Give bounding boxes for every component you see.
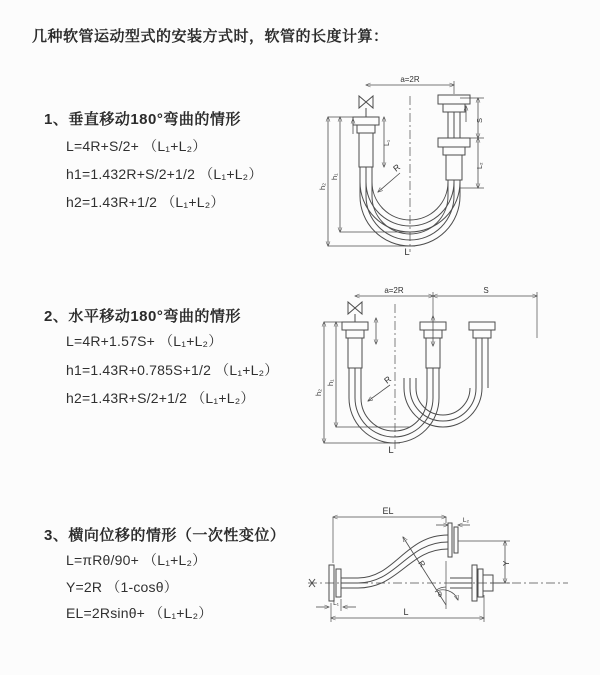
dim-label-l2: L₂ (477, 162, 484, 169)
section-3-formula-L: L=πRθ/90+ （L₁+L₂） (66, 552, 207, 568)
section-1-formula-h1: h1=1.432R+S/2+1/2 （L₁+L₂） (66, 166, 263, 182)
dim-label-y: Y (502, 560, 511, 566)
radius-leader (378, 173, 400, 192)
length-label: L (388, 445, 394, 456)
radius-label: R (416, 558, 428, 569)
diagram-vertical-180-bend (310, 70, 600, 260)
section-2-number: 2、 (44, 308, 69, 325)
right-flange (469, 322, 495, 338)
right-braid-section (446, 155, 462, 180)
dim-label-h1: h₁ (326, 379, 335, 386)
hose-u-bend-original (349, 398, 439, 443)
section-1-heading (44, 108, 241, 129)
middle-hose-leg (427, 368, 439, 398)
section-2-formula-h1: h1=1.43R+0.785S+1/2 （L₁+L₂） (66, 362, 279, 378)
valve-icon (359, 96, 373, 117)
section-3-title: 横向位移的情形（一次性变位） (68, 527, 286, 544)
section-2-formula-L: L=4R+1.57S+ （L₁+L₂） (66, 333, 223, 349)
radius-leader (368, 385, 390, 401)
section-3-formula-EL: EL=2Rsinθ+ （L₁+L₂） (66, 605, 213, 621)
page-title: 几种软管运动型式的安装方式时，软管的长度计算： (32, 28, 389, 45)
diagram-lateral-displacement (300, 503, 600, 638)
section-2-heading (44, 305, 241, 326)
dim-label-s: S (483, 286, 489, 295)
left-flange (342, 322, 368, 338)
section-3-heading (44, 524, 285, 545)
section-2-formula-h2: h2=1.43R+S/2+1/2 （L₁+L₂） (66, 390, 255, 406)
section-3-formula-Y: Y=2R （1-cosθ） (66, 579, 178, 595)
section-3-number: 3、 (44, 527, 69, 544)
left-pipe (341, 578, 358, 588)
dim-label-l1: L₁ (333, 600, 339, 607)
dim-label-h2: h₂ (314, 388, 323, 396)
section-1-formula-h2: h2=1.43R+1/2 （L₁+L₂） (66, 194, 225, 210)
dim-label-l2: L₂ (462, 517, 470, 524)
left-braid-section (359, 133, 373, 167)
angle-label: θ (438, 592, 442, 599)
left-hose-leg (360, 167, 372, 196)
dim-label-l: L (403, 607, 409, 617)
left-hose-leg (349, 368, 361, 398)
valve-icon (348, 302, 362, 322)
hose-s-curve (358, 535, 448, 588)
radius-label: R (391, 161, 403, 174)
left-braid-section (348, 338, 362, 368)
right-hose-leg (476, 338, 488, 388)
dim-label-a2r: a=2R (384, 286, 404, 295)
length-label: L (404, 247, 410, 258)
dim-label-el: EL (382, 506, 394, 516)
section-1-formula-L: L=4R+S/2+ （L₁+L₂） (66, 138, 207, 154)
diagram-horizontal-180-bend (310, 280, 600, 460)
dim-label-l1: L₁ (384, 139, 391, 146)
upper-flange (448, 523, 458, 557)
right-pipe (448, 112, 460, 138)
dim-label-h1: h₁ (330, 173, 339, 180)
dim-label-a2r: a=2R (400, 75, 420, 84)
right-flange-displaced (438, 95, 470, 112)
radius-label: R (382, 373, 394, 386)
hose-u-bend-moved (404, 378, 482, 427)
dim-label-s: S (475, 117, 484, 123)
left-flange (353, 117, 379, 133)
right-flange-original (438, 138, 470, 155)
section-2-title: 水平移动180°弯曲的情形 (68, 308, 241, 325)
dim-label-h2: h₂ (318, 182, 327, 190)
section-1-number: 1、 (44, 111, 69, 128)
section-1-title: 垂直移动180°弯曲的情形 (68, 111, 241, 128)
phantom-pipe (450, 578, 472, 588)
